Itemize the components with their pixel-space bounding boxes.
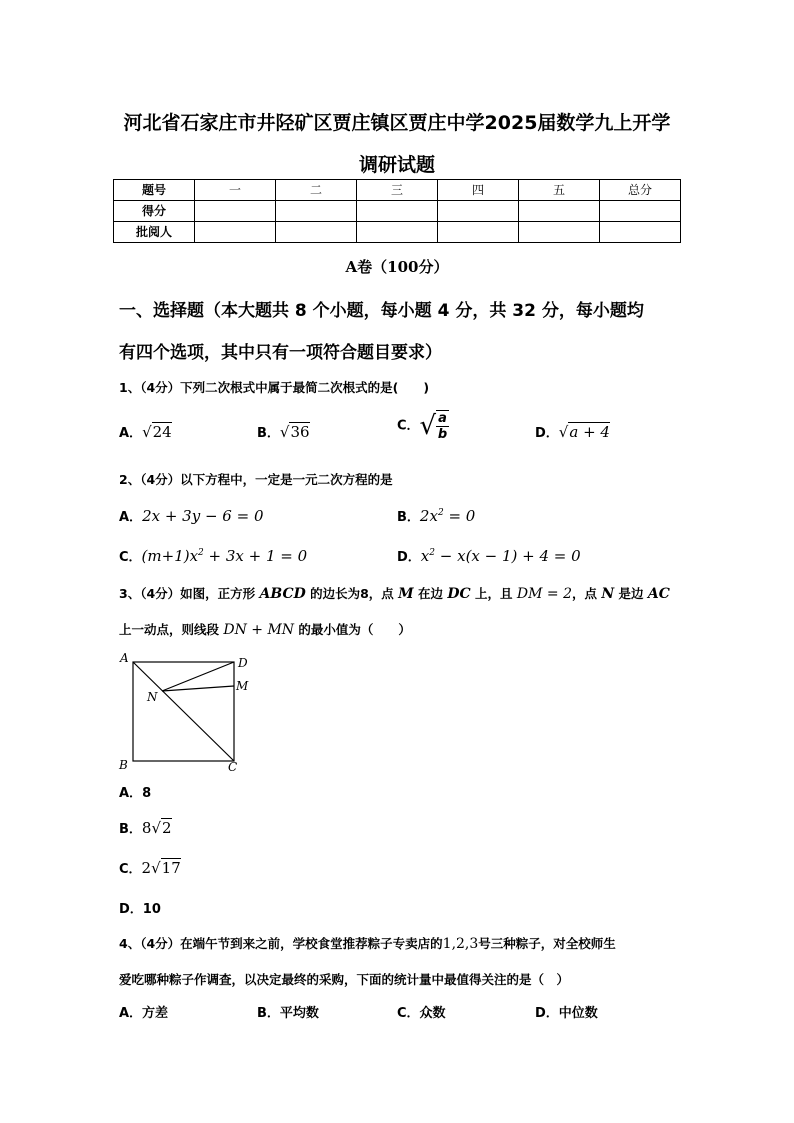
sqrt-icon: √ <box>142 423 152 441</box>
math-expr: 1,2,3 <box>442 936 479 952</box>
score-table <box>113 179 681 243</box>
option-label: A． <box>119 426 143 441</box>
equation <box>142 547 308 565</box>
q4-option-a[interactable]: A．方差 <box>119 1006 169 1021</box>
q3-stem-line2 <box>119 620 411 638</box>
option-label: A． <box>119 786 143 801</box>
score-table-header-row <box>114 180 681 201</box>
row-label: 批阅人 <box>114 222 195 243</box>
option-label: D． <box>119 902 143 917</box>
label-d: D <box>238 656 248 670</box>
q2-option-c[interactable] <box>119 546 307 565</box>
part1-heading-line2: 有四个选项，其中只有一项符合题目要求） <box>119 343 442 363</box>
coefficient: 2 <box>141 859 152 877</box>
numerator: a <box>438 411 447 426</box>
reviewer-cell[interactable] <box>195 222 276 243</box>
denominator: b <box>437 427 448 442</box>
sqrt-icon: √ <box>151 859 161 877</box>
q4-option-c[interactable]: C．众数 <box>397 1006 446 1021</box>
option-label: C． <box>397 418 420 434</box>
math-var: DC <box>447 586 471 602</box>
text: 号三种粽子，对全校师生 <box>478 936 616 951</box>
math-var: ABCD <box>259 586 306 602</box>
q3-option-c[interactable] <box>119 858 181 877</box>
reviewer-row <box>114 222 681 243</box>
math-var: M <box>398 586 414 602</box>
q2-stem: 2、（4分）以下方程中，一定是一元二次方程的是 <box>119 472 393 487</box>
diagonal-ac <box>133 662 234 761</box>
radicand: 24 <box>152 423 172 441</box>
text: 在边 <box>413 586 448 601</box>
exponent: 2 <box>429 548 435 558</box>
square-figure <box>116 650 256 775</box>
score-cell[interactable] <box>600 201 681 222</box>
radicand: a + 4 <box>569 423 610 441</box>
eq-part: 2x <box>419 507 438 525</box>
header-cell: 总分 <box>600 180 681 201</box>
q3-option-b[interactable] <box>119 818 172 837</box>
equation <box>421 547 581 565</box>
score-cell[interactable] <box>357 201 438 222</box>
sqrt-icon: √ <box>279 423 290 441</box>
header-cell: 五 <box>519 180 600 201</box>
option-label: B． <box>119 822 142 837</box>
radicand: 36 <box>290 423 310 441</box>
reviewer-cell[interactable] <box>600 222 681 243</box>
option-value: 8 <box>142 786 152 801</box>
radicand: 2 <box>162 819 172 837</box>
coefficient: 8 <box>141 819 152 837</box>
math-var: N <box>601 586 615 602</box>
fraction <box>436 410 449 442</box>
text: 的边长为8，点 <box>305 586 399 601</box>
math-expr: DN + MN <box>223 622 295 638</box>
part1-heading-line1: 一、选择题（本大题共 8 个小题，每小题 4 分，共 32 分，每小题均 <box>119 301 644 321</box>
reviewer-cell[interactable] <box>438 222 519 243</box>
radicand: 17 <box>161 859 181 877</box>
q3-option-a[interactable] <box>119 782 151 801</box>
q1-option-c[interactable] <box>397 410 449 442</box>
equation <box>420 507 475 525</box>
exponent: 2 <box>198 548 204 558</box>
score-row <box>114 201 681 222</box>
option-label: C． <box>119 862 142 877</box>
score-cell[interactable] <box>438 201 519 222</box>
score-cell[interactable] <box>195 201 276 222</box>
text: 上，且 <box>470 586 517 601</box>
text: ，点 <box>572 586 602 601</box>
header-cell: 一 <box>195 180 276 201</box>
text: 的最小值为（ ） <box>294 622 411 637</box>
label-m: M <box>236 679 249 693</box>
header-cell: 二 <box>276 180 357 201</box>
q2-option-d[interactable] <box>397 546 581 565</box>
q4-stem-line1 <box>119 934 616 952</box>
eq-part: (m+1)x <box>141 547 199 565</box>
q1-option-a[interactable] <box>119 422 172 441</box>
q3-stem-line1 <box>119 584 670 602</box>
header-cell: 三 <box>357 180 438 201</box>
label-n: N <box>147 690 158 704</box>
reviewer-cell[interactable] <box>276 222 357 243</box>
q1-stem: 1、（4分）下列二次根式中属于最简二次根式的是( ) <box>119 380 430 395</box>
section-a-heading: A卷（100分） <box>345 258 449 276</box>
label-a: A <box>120 651 129 665</box>
option-label: D． <box>397 550 421 565</box>
text: 是边 <box>614 586 648 601</box>
eq-part: x <box>420 547 430 565</box>
sqrt-icon: √ <box>151 819 162 837</box>
sqrt-icon: √ <box>419 411 437 441</box>
text: 4、（4分）在端午节到来之前，学校食堂推荐粽子专卖店的 <box>119 936 443 951</box>
eq-part: + 3x + 1 = 0 <box>203 547 308 565</box>
text: 3、（4分）如图，正方形 <box>119 586 260 601</box>
score-cell[interactable] <box>276 201 357 222</box>
q4-stem-line2: 爱吃哪种粽子作调查，以决定最终的采购，下面的统计量中最值得关注的是（ ） <box>119 972 570 987</box>
q2-option-b[interactable] <box>397 506 475 525</box>
header-cell: 题号 <box>114 180 195 201</box>
q1-option-d[interactable] <box>535 422 610 441</box>
eq-part: = 0 <box>443 507 476 525</box>
option-label: D． <box>535 426 559 441</box>
option-label: C． <box>119 550 142 565</box>
q2-option-a[interactable] <box>119 506 263 525</box>
option-label: B． <box>257 426 280 441</box>
eq-part: − x(x − 1) + 4 = 0 <box>435 547 581 565</box>
q4-option-b[interactable]: B．平均数 <box>257 1006 319 1021</box>
exponent: 2 <box>437 508 444 518</box>
q1-option-b[interactable] <box>257 422 310 441</box>
q3-option-d[interactable] <box>119 898 161 917</box>
reviewer-cell[interactable] <box>519 222 600 243</box>
label-c: C <box>228 760 238 774</box>
exam-title-line2: 调研试题 <box>358 154 435 176</box>
text: 上一动点，则线段 <box>119 622 224 637</box>
reviewer-cell[interactable] <box>357 222 438 243</box>
math-var: AC <box>647 586 670 602</box>
header-cell: 四 <box>438 180 519 201</box>
math-expr: DM = 2 <box>516 586 572 602</box>
label-b: B <box>119 758 128 772</box>
option-value: 10 <box>142 902 161 917</box>
sqrt-icon: √ <box>558 423 569 441</box>
q4-option-d[interactable]: D．中位数 <box>535 1006 598 1021</box>
row-label: 得分 <box>114 201 195 222</box>
exam-title-line1: 河北省石家庄市井陉矿区贾庄镇区贾庄中学2025届数学九上开学 <box>123 112 671 134</box>
score-cell[interactable] <box>519 201 600 222</box>
option-label: A． <box>119 510 143 525</box>
equation: 2x + 3y − 6 = 0 <box>142 507 264 525</box>
option-label: B． <box>397 510 420 525</box>
